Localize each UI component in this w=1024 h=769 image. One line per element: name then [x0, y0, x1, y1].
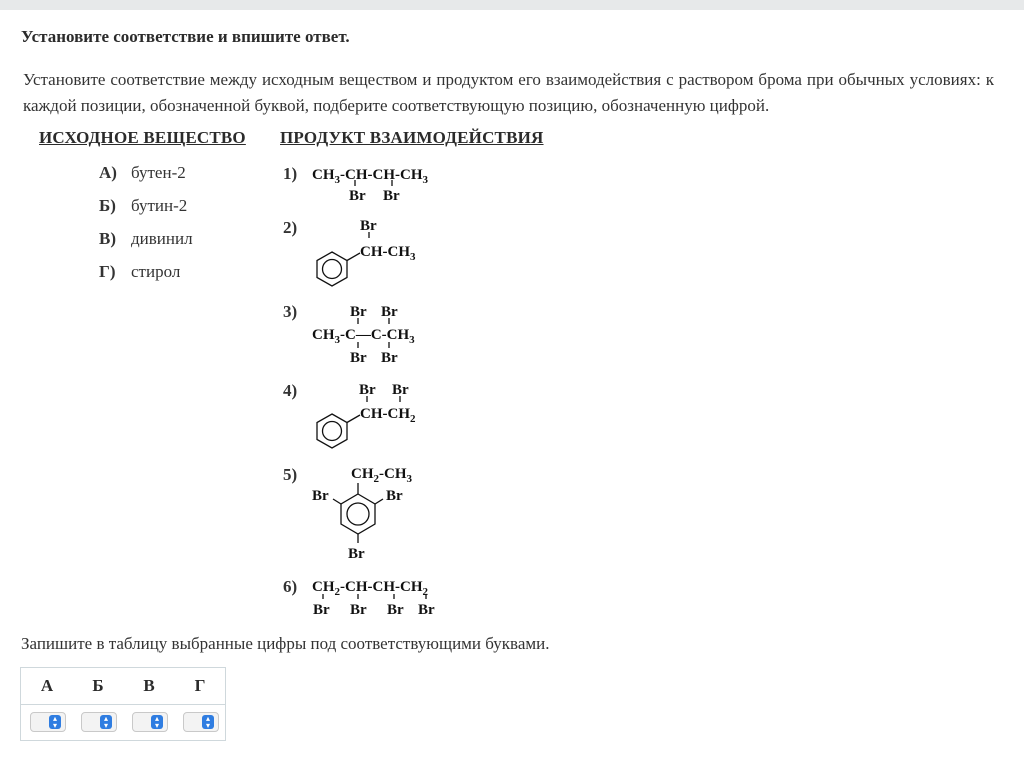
substance-v — [99, 229, 193, 249]
updown-chevron-icon: ▴ ▾ — [100, 715, 112, 729]
formula-br: Br — [381, 350, 398, 366]
answer-header-b: Б — [92, 676, 104, 695]
substance-g — [99, 262, 180, 282]
substance-name: бутин-2 — [131, 196, 188, 215]
formula-br: Br — [350, 602, 367, 618]
answer-select-g[interactable] — [183, 712, 219, 732]
formula-text: $CH_3-C—C-CH_3$ — [312, 327, 415, 346]
formula-br: Br — [312, 488, 329, 504]
product-number-4: 4) — [283, 381, 298, 400]
product-number-3: 3) — [283, 302, 298, 321]
substance-name: бутен-2 — [131, 163, 186, 182]
answer-table — [20, 667, 226, 741]
formula-br: Br — [381, 304, 398, 320]
formula-br: Br — [383, 188, 400, 204]
formula-br: Br — [359, 382, 376, 398]
substance-b — [99, 196, 187, 216]
formula-text: $CH_2-CH_3$ — [351, 466, 412, 485]
formula-br: Br — [386, 488, 403, 504]
product-number-5: 5) — [283, 465, 298, 484]
substance-letter: А) — [99, 163, 117, 182]
substance-letter: Б) — [99, 196, 116, 215]
product-number-1: 1) — [283, 164, 298, 183]
substance-name: дивинил — [131, 229, 193, 248]
top-bar — [0, 0, 1024, 10]
task-text: Установите соответствие между исходным веществом и продуктом его взаимодействия с раствором брома при обычных условиях: к каждой позиции, обозначенной буквой, подберите соответствующую позицию, обозначенную цифрой. — [23, 70, 994, 115]
formula-text: $CH_2-CH-CH-CH_2$ — [312, 579, 428, 598]
task-title: Установите соответствие и впишите ответ. — [21, 27, 350, 46]
formula-br: Br — [349, 188, 366, 204]
answer-header-g: Г — [194, 676, 206, 695]
answer-select-v[interactable] — [132, 712, 168, 732]
answer-select-b[interactable] — [81, 712, 117, 732]
answer-instruction: Запишите в таблицу выбранные цифры под соответствующими буквами. — [21, 634, 550, 653]
formula-text: $CH-CH_3$ — [360, 244, 416, 263]
answer-select-a[interactable] — [30, 712, 66, 732]
answer-header-a: А — [40, 676, 54, 695]
table-divider — [21, 704, 225, 705]
updown-chevron-icon: ▴ ▾ — [151, 715, 163, 729]
substance-letter: Г) — [99, 262, 116, 281]
substance-letter: В) — [99, 229, 116, 248]
substance-name: стирол — [131, 262, 181, 281]
formula-br: Br — [392, 382, 409, 398]
left-column-header: ИСХОДНОЕ ВЕЩЕСТВО — [39, 128, 246, 147]
updown-chevron-icon: ▴ ▾ — [49, 715, 61, 729]
formula-br: Br — [418, 602, 435, 618]
product-number-6: 6) — [283, 577, 298, 596]
formula-br: Br — [350, 350, 367, 366]
formula-br: Br — [350, 304, 367, 320]
formula-br: Br — [360, 218, 377, 234]
right-column-header: ПРОДУКТ ВЗАИМОДЕЙСТВИЯ — [280, 128, 544, 147]
substance-a — [99, 163, 186, 183]
formula-br: Br — [348, 546, 365, 562]
formula-text: $CH-CH_2$ — [360, 406, 416, 425]
formula-text: $CH_3-CH-CH-CH_3$ — [312, 167, 428, 186]
formula-br: Br — [313, 602, 330, 618]
updown-chevron-icon: ▴ ▾ — [202, 715, 214, 729]
product-number-2: 2) — [283, 218, 298, 237]
formula-br: Br — [387, 602, 404, 618]
product-formulas — [300, 150, 470, 620]
answer-header-v: В — [143, 676, 155, 695]
